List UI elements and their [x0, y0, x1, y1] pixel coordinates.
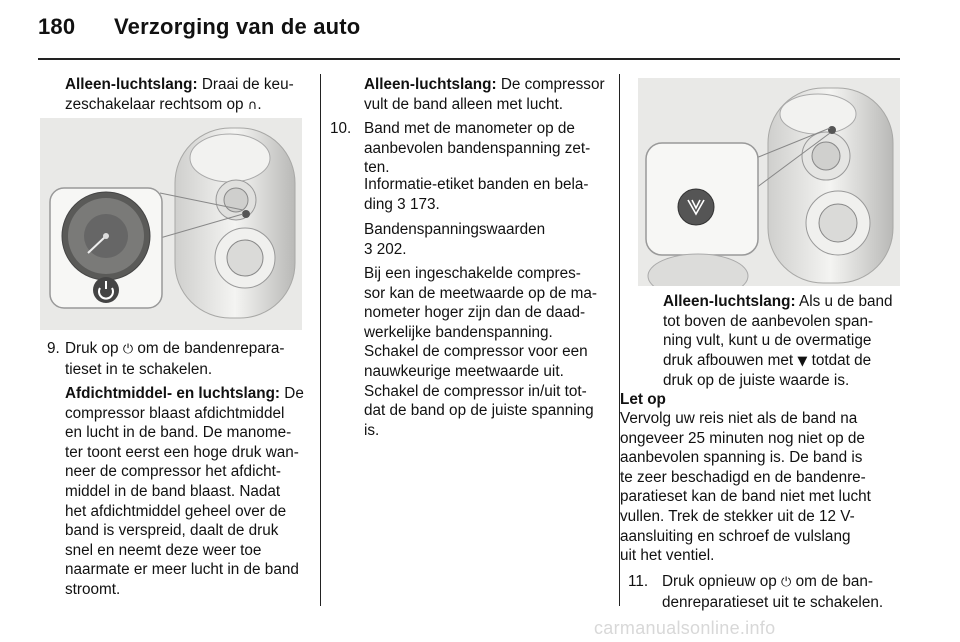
power-icon: ⏻ — [122, 342, 134, 357]
page-title: Verzorging van de auto — [114, 14, 361, 39]
column-divider-1 — [320, 74, 321, 606]
air-hose-label-3: Alleen-luchtslang: — [663, 293, 796, 310]
air-hose-label: Alleen-luchtslang: — [65, 76, 198, 93]
note-text: Vervolg uw reis niet als de band na ongeveer 25 minuten nog niet op de aanbevolen spanning is. De band is te zeer beschadigd en de bandenre- paratieset kan de band niet met lucht vullen. Trek de stekker uit de 12 V- aansluiting en schroef de vulslang uit het ventiel. — [620, 410, 871, 565]
watermark: carmanualsonline.info — [594, 618, 776, 638]
page-ref-arrow-icon: 3 — [364, 240, 373, 258]
info-label-reference: Informatie-etiket banden en bela- ding 3 173. — [364, 176, 589, 213]
item-9-number: 9. — [47, 340, 60, 357]
header-rule — [38, 58, 900, 60]
air-hose-intro: Alleen-luchtslang: Draai de keu- zeschakelaar rechtsom op ∩. — [65, 76, 294, 113]
page-ref-arrow-icon: 3 — [397, 195, 406, 213]
air-hose-label-2: Alleen-luchtslang: — [364, 76, 497, 93]
page-header — [38, 14, 360, 40]
air-hose-paragraph: Alleen-luchtslang: De compressor vult de band alleen met lucht. — [364, 76, 605, 113]
pressure-release-icon: ▼ — [797, 353, 808, 369]
power-icon: ⏻ — [781, 575, 792, 590]
figure-pressure-release — [638, 78, 900, 286]
item-11-text: Druk opnieuw op ⏻ om de ban- denreparatieset uit te schakelen. — [662, 573, 884, 611]
overpressure-paragraph: Alleen-luchtslang: Als u de band tot boven de aanbevolen span- ning vult, kunt u de overmatige druk afbouwen met ▼ totdat de druk op de juiste waarde is. — [663, 293, 893, 390]
page-link-173[interactable]: 173. — [409, 195, 440, 213]
item-10-text: Band met de manometer op de aanbevolen bandenspanning zet- ten. — [364, 120, 591, 177]
sealant-paragraph: Afdichtmiddel- en luchtslang: De compressor blaast afdichtmiddel en lucht in de band. De manome- ter toont eerst een hoge druk wan- neer de compressor het afdicht- middel in de band blaast. Nadat het afdichtmiddel geheel over de band is verspreid, daalt de druk snel en neemt deze weer toe naarmate er meer lucht in de band stroomt. — [65, 385, 304, 598]
note-title: Let op — [620, 391, 666, 408]
item-10-number: 10. — [330, 120, 352, 137]
pressure-values-reference: Bandenspanningswaarden 3 202. — [364, 221, 546, 258]
item-11-number: 11. — [628, 573, 649, 590]
page-link-202[interactable]: 202. — [376, 240, 407, 258]
tyre-icon: ∩ — [247, 97, 258, 113]
figure-compressor-gauge — [40, 118, 302, 330]
item-9-text: Druk op ⏻ om de bandenrepara- tieset in te schakelen. — [65, 340, 285, 378]
sealant-label: Afdichtmiddel- en luchtslang: — [65, 385, 281, 402]
page-number: 180 — [38, 14, 76, 39]
compressor-reading-paragraph: Bij een ingeschakelde compres- sor kan de meetwaarde op de ma- nometer hoger zijn dan de daad- werkelijke bandenspanning. Schakel de compressor voor een nauwkeurige meetwaarde uit. Schakel de compressor in/uit tot- dat de band op de juiste spanning is. — [364, 265, 597, 439]
